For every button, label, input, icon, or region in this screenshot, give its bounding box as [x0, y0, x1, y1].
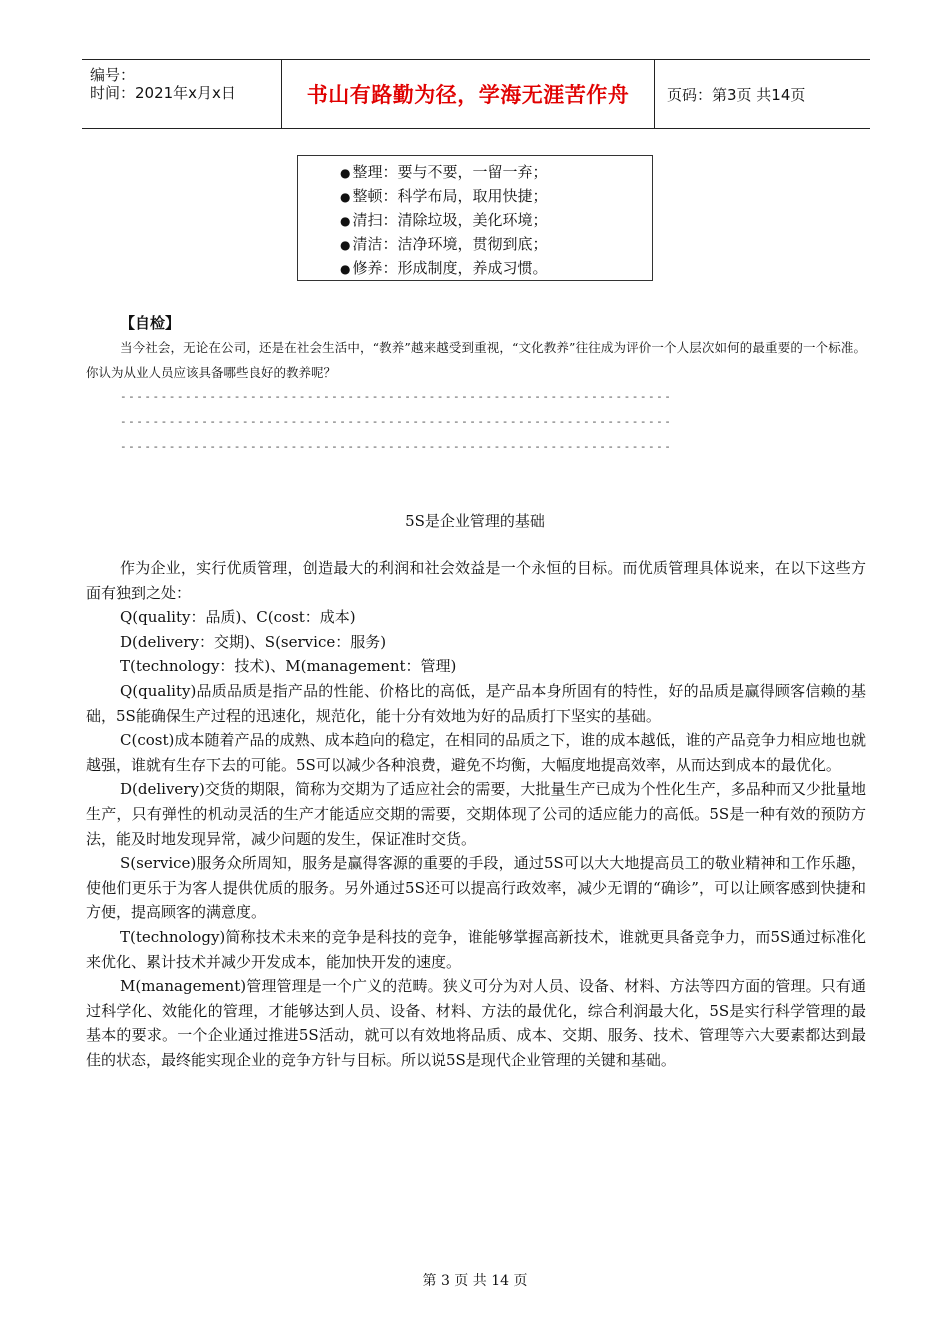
paragraph: 作为企业，实行优质管理，创造最大的利润和社会效益是一个永恒的目标。而优质管理具体说来，在以下这些方面有独到之处： — [86, 559, 866, 602]
motto: 书山有路勤为径，学海无涯苦作舟 — [306, 83, 630, 107]
paragraph: T(technology：技术)、M(management：管理) — [120, 657, 457, 676]
number-label: 编号： — [90, 66, 136, 84]
page-footer: 第 3 页 共 14 页 — [422, 1273, 528, 1289]
page-info: 页码：第3页 共14页 — [667, 85, 806, 104]
answer-line: -------------------------------------------------------------------- — [120, 440, 673, 453]
answer-line: -------------------------------------------------------------------- — [120, 390, 673, 403]
bullet-icon: ● — [340, 238, 351, 252]
header-motto-cell — [282, 60, 655, 128]
principle-item: ● 整顿：科学布局，取用快捷； — [298, 184, 652, 208]
paragraph: Q(quality：品质)、C(cost：成本) — [120, 608, 356, 627]
answer-line: -------------------------------------------------------------------- — [120, 415, 673, 428]
paragraph: T(technology)简称技术未来的竞争是科技的竞争，谁能够掌握高新技术，谁就更具备竞争力，而5S通过标准化来优化、累计技术并减少开发成本，能加快开发的速度。 — [86, 927, 866, 971]
principles-box — [297, 155, 653, 281]
bullet-icon: ● — [340, 166, 351, 180]
paragraph: D(delivery)交货的期限，简称为交期为了适应社会的需要，大批量生产已成为个性化生产，多品种而又少批量地生产，只有弹性的机动灵活的生产才能适应交期的需要，交期体现了公司的适应能力的高低。5S是一种有效的预防方法，能及时地发现异常，减少问题的发生，保证准时交货。 — [86, 780, 866, 848]
self-check-title: 【自检】 — [120, 314, 181, 332]
paragraph: Q(quality)品质品质是指产品的性能、价格比的高低，是产品本身所固有的特性，好的品质是赢得顾客信赖的基础，5S能确保生产过程的迅速化，规范化，能十分有效地为好的品质打下坚实的基础。 — [86, 681, 866, 725]
paragraph: S(service)服务众所周知，服务是赢得客源的重要的手段，通过5S可以大大地提高员工的敬业精神和工作乐趣，使他们更乐于为客人提供优质的服务。另外通过5S还可以提高行政效率，减少无谓的“确诊”，可以让顾客感到快捷和方便，提高顾客的满意度。 — [86, 854, 866, 922]
time-label: 时间：2021年x月x日 — [90, 84, 236, 102]
header-page-cell — [655, 60, 870, 128]
bullet-icon: ● — [340, 190, 351, 204]
paragraph: M(management)管理管理是一个广义的范畴。狭义可分为对人员、设备、材料、方法等四方面的管理。只有通过科学化、效能化的管理，才能够达到人员、设备、材料、方法的最优化，综合利润最大化，5S是实行科学管理的最基本的要求。一个企业通过推进5S活动，就可以有效地将品质、成本、交期、服务、技术、管理等六大要素都达到最佳的状态，最终能实现企业的竞争方针与目标。所以说5S是现代企业管理的关键和基础。 — [86, 977, 866, 1069]
self-check-question: 当今社会，无论在公司，还是在社会生活中，“教养”越来越受到重视，“文化教养”往往成为评价一个人层次如何的最重要的一个标准。你认为从业人员应该具备哪些良好的教养呢？ — [86, 340, 866, 380]
principle-item: ● 清扫：清除垃圾，美化环境； — [298, 208, 652, 232]
principle-item: ● 清洁：洁净环境，贯彻到底； — [298, 232, 652, 256]
paragraph: D(delivery：交期)、S(service：服务) — [120, 632, 387, 651]
section-title: 5S是企业管理的基础 — [405, 512, 545, 530]
page-header — [82, 59, 870, 129]
bullet-icon: ● — [340, 214, 351, 228]
principle-item: ● 修养：形成制度，养成习惯。 — [298, 256, 652, 280]
header-meta-cell — [82, 60, 282, 128]
paragraph: C(cost)成本随着产品的成熟、成本趋向的稳定，在相同的品质之下，谁的成本越低，谁的产品竞争力相应地也就越强，谁就有生存下去的可能。5S可以减少各种浪费，避免不均衡，大幅度地提高效率，从而达到成本的最优化。 — [86, 731, 866, 774]
principle-item: ● 整理：要与不要，一留一弃； — [298, 160, 652, 184]
section-body — [86, 556, 866, 1072]
bullet-icon: ● — [340, 262, 351, 276]
